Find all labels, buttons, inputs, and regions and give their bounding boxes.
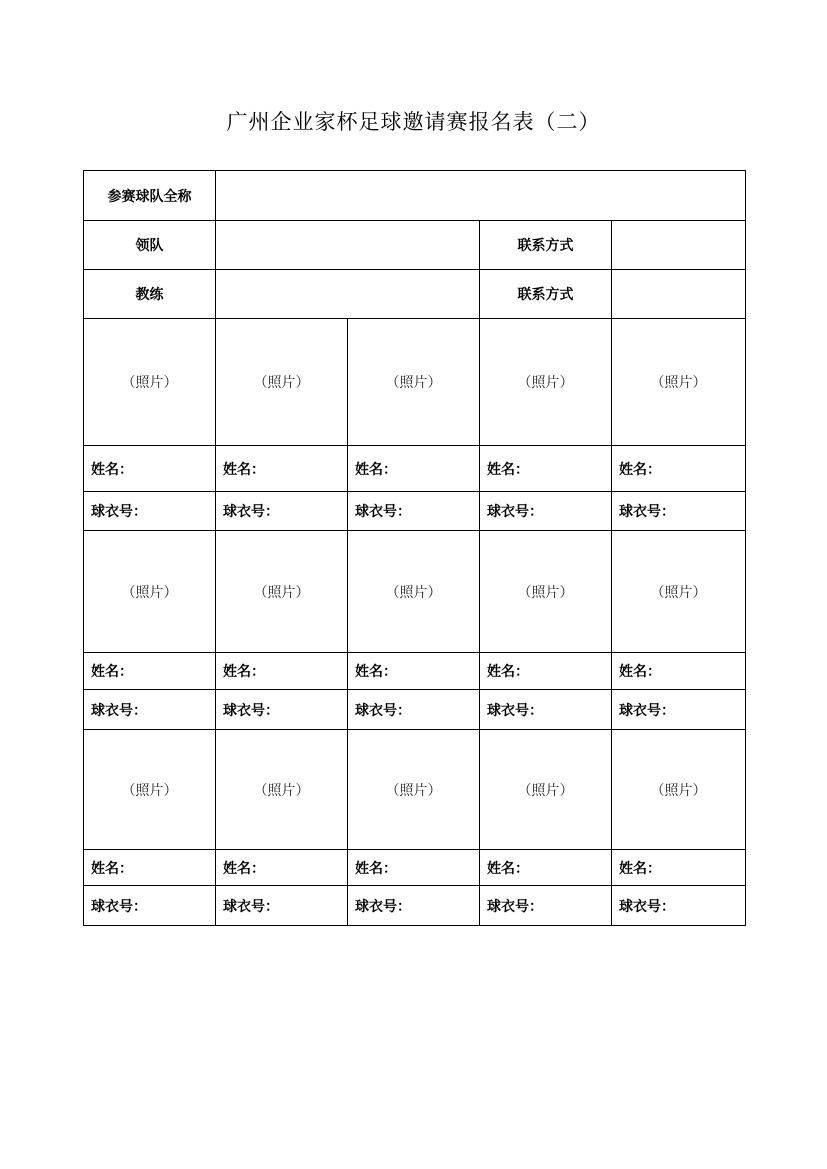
photo-slot[interactable]	[348, 531, 480, 653]
photo-slot[interactable]	[84, 730, 216, 850]
coach-label: 教练	[84, 270, 216, 319]
photo-placeholder: （照片）	[517, 375, 574, 391]
jersey-number-field[interactable]: 球衣号：	[480, 690, 612, 730]
photo-slot[interactable]	[348, 319, 480, 446]
player-name-field[interactable]: 姓名：	[84, 653, 216, 690]
player-name-field[interactable]: 姓名：	[480, 653, 612, 690]
jersey-number-field[interactable]: 球衣号：	[84, 886, 216, 926]
photo-slot[interactable]	[216, 730, 348, 850]
photo-slot[interactable]	[480, 531, 612, 653]
jersey-number-field[interactable]: 球衣号：	[84, 492, 216, 531]
photo-slot[interactable]	[612, 531, 746, 653]
photo-placeholder: （照片）	[650, 375, 707, 391]
jersey-number-field[interactable]: 球衣号：	[612, 886, 746, 926]
photo-slot[interactable]	[480, 730, 612, 850]
jersey-number-field[interactable]: 球衣号：	[480, 492, 612, 531]
photo-slot[interactable]	[348, 730, 480, 850]
photo-slot[interactable]	[84, 319, 216, 446]
jersey-number-field[interactable]: 球衣号：	[612, 492, 746, 531]
player-name-field[interactable]: 姓名：	[216, 446, 348, 492]
leader-field[interactable]	[216, 221, 480, 270]
leader-contact-field[interactable]	[612, 221, 746, 270]
player-name-field[interactable]: 姓名：	[216, 653, 348, 690]
photo-placeholder: （照片）	[385, 375, 442, 391]
coach-contact-field[interactable]	[612, 270, 746, 319]
photo-placeholder: （照片）	[517, 782, 574, 799]
photo-placeholder: （照片）	[385, 782, 442, 799]
photo-slot[interactable]	[84, 531, 216, 653]
photo-slot[interactable]	[480, 319, 612, 446]
player-name-field[interactable]: 姓名：	[84, 446, 216, 492]
leader-label: 领队	[84, 221, 216, 270]
photo-slot[interactable]	[612, 319, 746, 446]
player-name-field[interactable]: 姓名：	[480, 446, 612, 492]
jersey-number-field[interactable]: 球衣号：	[348, 690, 480, 730]
photo-slot[interactable]	[216, 319, 348, 446]
jersey-number-field[interactable]: 球衣号：	[84, 690, 216, 730]
team-full-name-label: 参赛球队全称	[84, 171, 216, 221]
player-name-field[interactable]: 姓名：	[480, 850, 612, 886]
coach-contact-label: 联系方式	[480, 270, 612, 319]
photo-slot[interactable]	[216, 531, 348, 653]
leader-contact-label: 联系方式	[480, 221, 612, 270]
jersey-number-field[interactable]: 球衣号：	[216, 492, 348, 531]
photo-placeholder: （照片）	[517, 584, 574, 601]
player-name-field[interactable]: 姓名：	[216, 850, 348, 886]
jersey-number-field[interactable]: 球衣号：	[216, 886, 348, 926]
jersey-number-field[interactable]: 球衣号：	[348, 886, 480, 926]
jersey-number-field[interactable]: 球衣号：	[348, 492, 480, 531]
photo-placeholder: （照片）	[650, 782, 707, 799]
player-name-field[interactable]: 姓名：	[612, 850, 746, 886]
photo-placeholder: （照片）	[121, 375, 178, 391]
form-title: 广州企业家杯足球邀请赛报名表（二）	[226, 110, 601, 134]
player-name-field[interactable]: 姓名：	[612, 653, 746, 690]
photo-placeholder: （照片）	[253, 584, 310, 601]
player-name-field[interactable]: 姓名：	[612, 446, 746, 492]
player-name-field[interactable]: 姓名：	[348, 446, 480, 492]
jersey-number-field[interactable]: 球衣号：	[216, 690, 348, 730]
team-full-name-field[interactable]	[216, 171, 746, 221]
player-name-field[interactable]: 姓名：	[84, 850, 216, 886]
photo-slot[interactable]	[612, 730, 746, 850]
photo-placeholder: （照片）	[253, 782, 310, 799]
photo-placeholder: （照片）	[650, 584, 707, 601]
photo-placeholder: （照片）	[121, 584, 178, 601]
jersey-number-field[interactable]: 球衣号：	[612, 690, 746, 730]
photo-placeholder: （照片）	[121, 782, 178, 799]
player-name-field[interactable]: 姓名：	[348, 850, 480, 886]
coach-field[interactable]	[216, 270, 480, 319]
jersey-number-field[interactable]: 球衣号：	[480, 886, 612, 926]
player-name-field[interactable]: 姓名：	[348, 653, 480, 690]
photo-placeholder: （照片）	[385, 584, 442, 601]
registration-form	[83, 170, 746, 926]
photo-placeholder: （照片）	[253, 375, 310, 391]
